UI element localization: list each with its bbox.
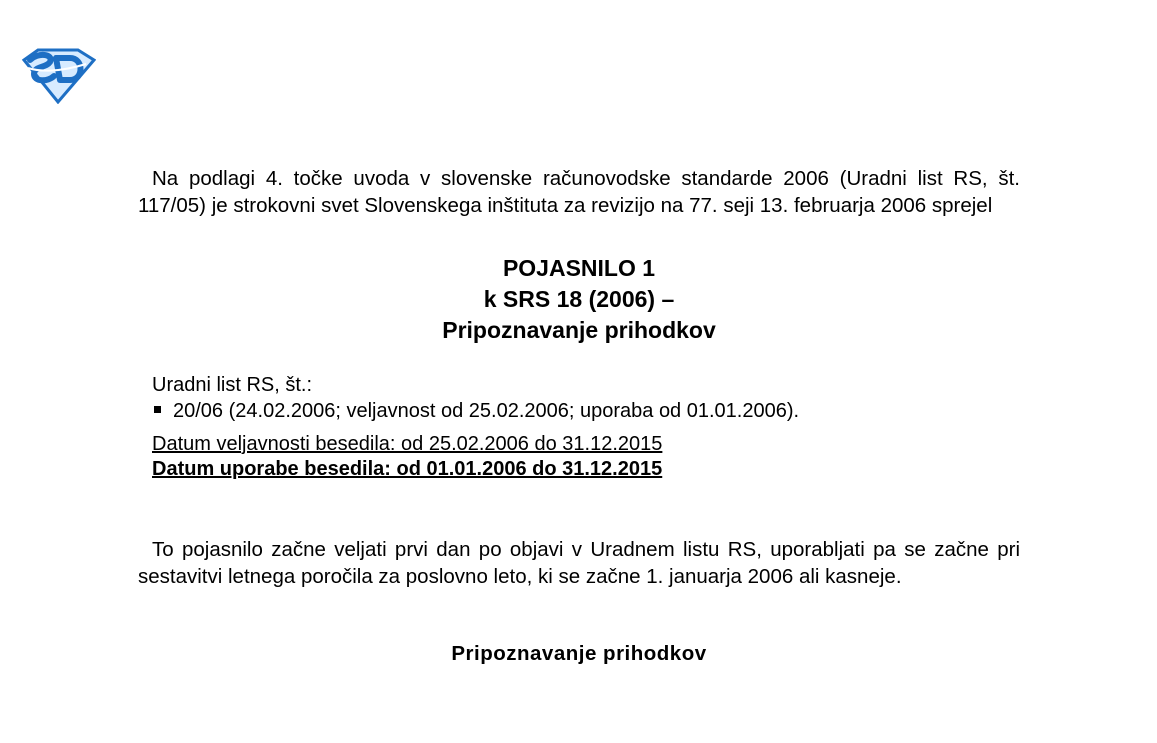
intro-paragraph: Na podlagi 4. točke uvoda v slovenske računovodske standarde 2006 (Uradni list RS, št. 117/05) je strokovni svet Slovenskega inštituta za revizijo na 77. seji 13. februarja 2006 sprejel — [138, 167, 1020, 217]
sd-diamond-logo-icon — [20, 46, 96, 104]
validity-date: Datum veljavnosti besedila: od 25.02.2006 do 31.12.2015 — [152, 433, 663, 455]
heading-line-1: POJASNILO 1 — [502, 255, 656, 281]
application-date: Datum uporabe besedila: od 01.01.2006 do 31.12.2015 — [152, 458, 663, 480]
gazette-reference — [152, 372, 1020, 424]
effect-paragraph: To pojasnilo začne veljati prvi dan po objavi v Uradnem listu RS, uporabljati pa se začne pri sestavitvi letnega poročila za poslovno leto, ki se začne 1. januarja 2006 ali kasneje. — [138, 538, 1020, 588]
list-item — [152, 398, 1020, 424]
heading-line-3: Pripoznavanje prihodkov — [442, 317, 716, 343]
gazette-item-text: 20/06 (24.02.2006; veljavnost od 25.02.2006; uporaba od 01.01.2006). — [173, 400, 800, 422]
heading-line-2: k SRS 18 (2006) – — [483, 286, 675, 312]
bullet-icon — [154, 406, 161, 413]
dates-block — [152, 432, 1020, 482]
document-body — [138, 165, 1020, 666]
gazette-label: Uradni list RS, št.: — [152, 374, 313, 396]
document-heading — [138, 253, 1020, 346]
section-title: Pripoznavanje prihodkov — [451, 642, 707, 665]
